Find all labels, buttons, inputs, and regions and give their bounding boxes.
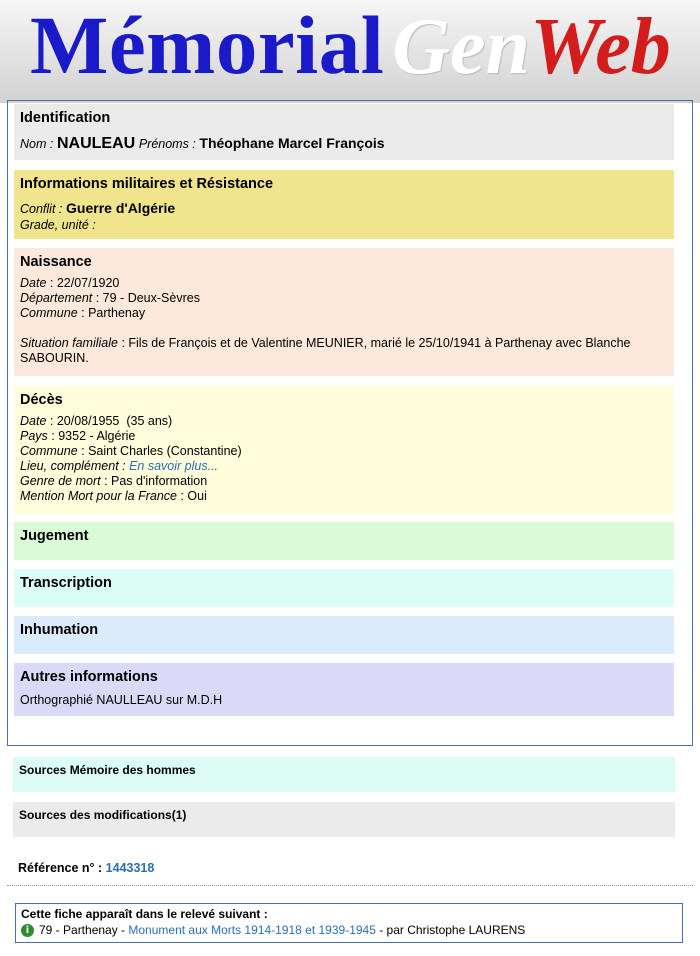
section-heading: Naissance — [20, 254, 92, 270]
section-jugement — [14, 522, 674, 560]
situation-label: Situation familiale — [20, 336, 118, 350]
genre-mort-label: Genre de mort — [20, 474, 101, 488]
section-heading: Identification — [20, 110, 111, 126]
section-heading: Décès — [20, 392, 63, 408]
logo-gen: Gen — [392, 3, 531, 91]
en-savoir-plus-link[interactable]: En savoir plus... — [129, 459, 219, 473]
site-logo[interactable] — [30, 0, 671, 91]
pays-label: Pays — [20, 429, 48, 443]
section-heading: Autres informations — [20, 669, 158, 685]
releve-box — [15, 903, 683, 943]
nom-label: Nom : — [20, 137, 54, 151]
logo-memorial: Mémorial — [30, 0, 385, 91]
reference — [18, 861, 154, 875]
reference-label: Référence n° : — [18, 861, 106, 875]
commune-value: : Parthenay — [77, 306, 146, 320]
sources-modifications-panel[interactable] — [13, 802, 675, 837]
date-label: Date — [20, 414, 47, 428]
section-transcription — [14, 569, 674, 607]
sources-mdh-panel[interactable] — [13, 757, 675, 792]
info-icon[interactable]: i — [21, 924, 34, 937]
conflit-label: Conflit : — [20, 202, 63, 216]
sources-modifications-label[interactable]: Sources des modifications(1) — [19, 808, 187, 822]
releve-suffix: - par Christophe LAURENS — [375, 923, 526, 937]
situation-value: : Fils de François et de Valentine MEUNIER, marié le 25/10/1941 à Parthenay avec Blanche SABOURIN. — [20, 336, 631, 365]
date-label: Date — [20, 276, 47, 290]
date-value: : 20/08/1955 (35 ans) — [46, 414, 173, 428]
commune-value: : Saint Charles (Constantine) — [77, 444, 242, 458]
section-heading: Jugement — [20, 528, 89, 544]
commune-label: Commune — [20, 444, 78, 458]
date-value: : 22/07/1920 — [46, 276, 120, 290]
section-heading: Informations militaires et Résistance — [20, 176, 274, 192]
grade-label: Grade, unité : — [20, 218, 96, 232]
section-heading: Transcription — [20, 575, 112, 591]
monument-link[interactable]: Monument aux Morts 1914-1918 et 1939-1945 — [128, 923, 376, 937]
commune-label: Commune — [20, 306, 78, 320]
section-heading: Inhumation — [20, 622, 99, 638]
prenoms-value: Théophane Marcel François — [199, 135, 385, 151]
section-autres-informations — [14, 663, 674, 716]
sources-mdh-label[interactable]: Sources Mémoire des hommes — [19, 763, 196, 777]
section-naissance — [14, 248, 674, 376]
section-deces — [14, 386, 674, 514]
mention-value: : Oui — [177, 489, 207, 503]
reference-number: 1443318 — [105, 861, 155, 875]
pays-value: : 9352 - Algérie — [47, 429, 136, 443]
site-banner[interactable] — [0, 0, 700, 103]
lieu-label: Lieu, complément : — [20, 459, 126, 473]
mention-label: Mention Mort pour la France — [20, 489, 178, 503]
prenoms-label: Prénoms : — [138, 137, 196, 151]
departement-value: : 79 - Deux-Sèvres — [92, 291, 200, 305]
autres-text: Orthographié NAULLEAU sur M.D.H — [20, 693, 223, 707]
section-inhumation — [14, 616, 674, 654]
nom-value: NAULEAU — [56, 135, 136, 152]
departement-label: Département — [20, 291, 93, 305]
releve-title: Cette fiche apparaît dans le relevé suivant : — [21, 907, 268, 921]
section-militaire — [14, 170, 674, 239]
logo-web: Web — [530, 3, 671, 91]
releve-prefix: 79 - Parthenay - — [39, 923, 129, 937]
section-identification — [14, 104, 674, 160]
conflit-value: Guerre d'Algérie — [66, 200, 176, 216]
separator — [7, 885, 693, 886]
genre-mort-value: : Pas d'information — [100, 474, 208, 488]
